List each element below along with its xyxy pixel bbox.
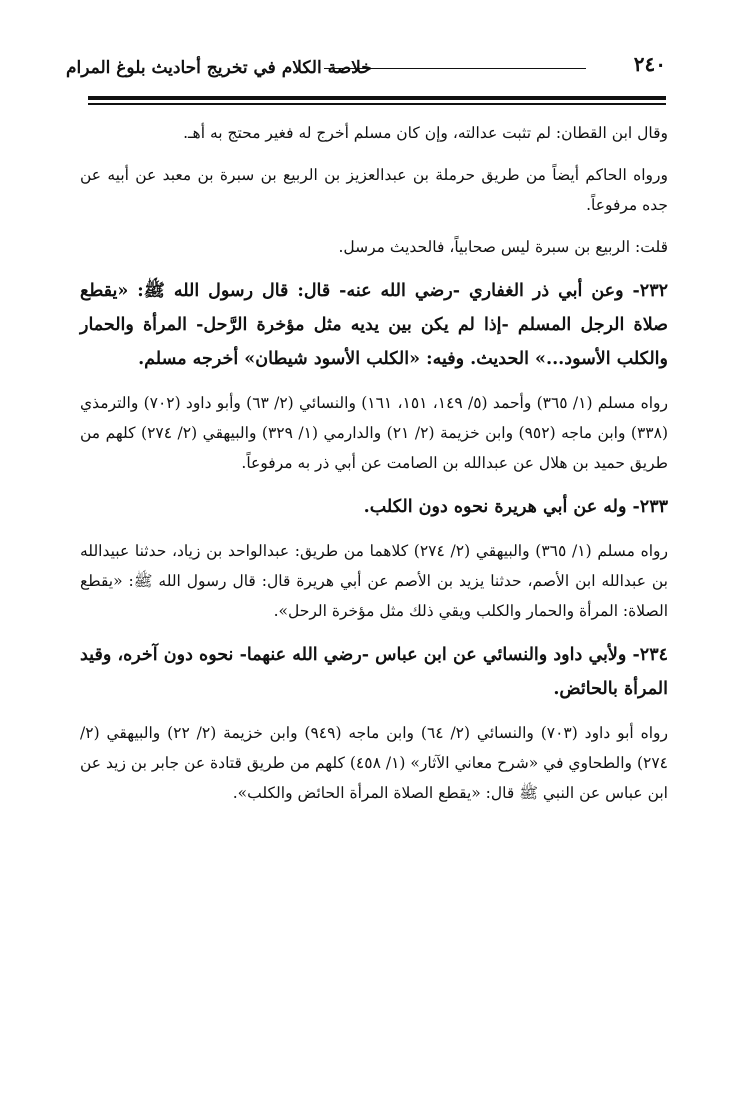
takhrij-232: رواه مسلم (١/ ٣٦٥) وأحمد (٥/ ١٤٩، ١٥١، ١٦١) والنسائي (٢/ ٦٣) وأبو داود (٧٠٢) والترمذي (٣٣٨) وابن ماجه (٩٥٢) وابن خزيمة (٢/ ٢١) والدارمي (١/ ٣٢٩) والبيهقي (٢/ ٢٧٤) كلهم من طريق حميد بن هلال عن عبدالله بن الصامت عن أبي ذر به مرفوعاً. [80,394,669,472]
page-body [80,118,668,820]
page-number: ٢٤٠ [633,52,666,76]
header-rule-thick [88,96,666,100]
author-note: قلت: الربيع بن سبرة ليس صحابياً، فالحديث مرسل. [338,238,668,256]
hadith-232: ٢٣٢- وعن أبي ذر الغفاري -رضي الله عنه- قال: قال رسول الله ﷺ: «يقطع صلاة الرجل المسلم -إذا لم يكن بين يديه مثل مؤخرة الرَّحل- المرأة والحمار والكلب الأسود...» الحديث. وفيه: «الكلب الأسود شيطان» أخرجه مسلم. [80,281,668,369]
page-header [66,46,666,86]
takhrij-234: رواه أبو داود (٧٠٣) والنسائي (٢/ ٦٤) وابن ماجه (٩٤٩) وابن خزيمة (٢/ ٢٢) والبيهقي (٢/ ٢٧٤) والطحاوي في «شرح معاني الآثار» (١/ ٤٥٨) كلهم من طريق قتادة عن جابر بن زيد عن ابن عباس عن النبي ﷺ قال: «يقطع الصلاة المرأة الحائض والكلب». [80,724,668,802]
header-rule-thin [88,103,666,105]
running-title: خلاصة الكلام في تخريج أحاديث بلوغ المرام [66,58,372,78]
hadith-234: ٢٣٤- ولأبي داود والنسائي عن ابن عباس -رضي الله عنهما- نحوه دون آخره، وقيد المرأة بالحائض. [80,645,668,699]
quote-ibn-alqattan: وقال ابن القطان: لم تثبت عدالته، وإن كان مسلم أخرج له فغير محتج به أهـ. [183,124,668,142]
takhrij-233: رواه مسلم (١/ ٣٦٥) والبيهقي (٢/ ٢٧٤) كلاهما من طريق: عبدالواحد بن زياد، حدثنا عبيدالله بن عبدالله ابن الأصم، حدثنا يزيد بن الأصم عن أبي هريرة قال: قال رسول الله ﷺ: «يقطع الصلاة: المرأة والحمار والكلب ويقي ذلك مثل مؤخرة الرحل». [80,542,668,620]
hadith-233: ٢٣٣- وله عن أبي هريرة نحوه دون الكلب. [363,497,668,517]
hakim-narration: ورواه الحاكم أيضاً من طريق حرملة بن عبدالعزيز بن الربيع بن سبرة بن معبد عن أبيه عن جده مرفوعاً. [80,166,668,214]
